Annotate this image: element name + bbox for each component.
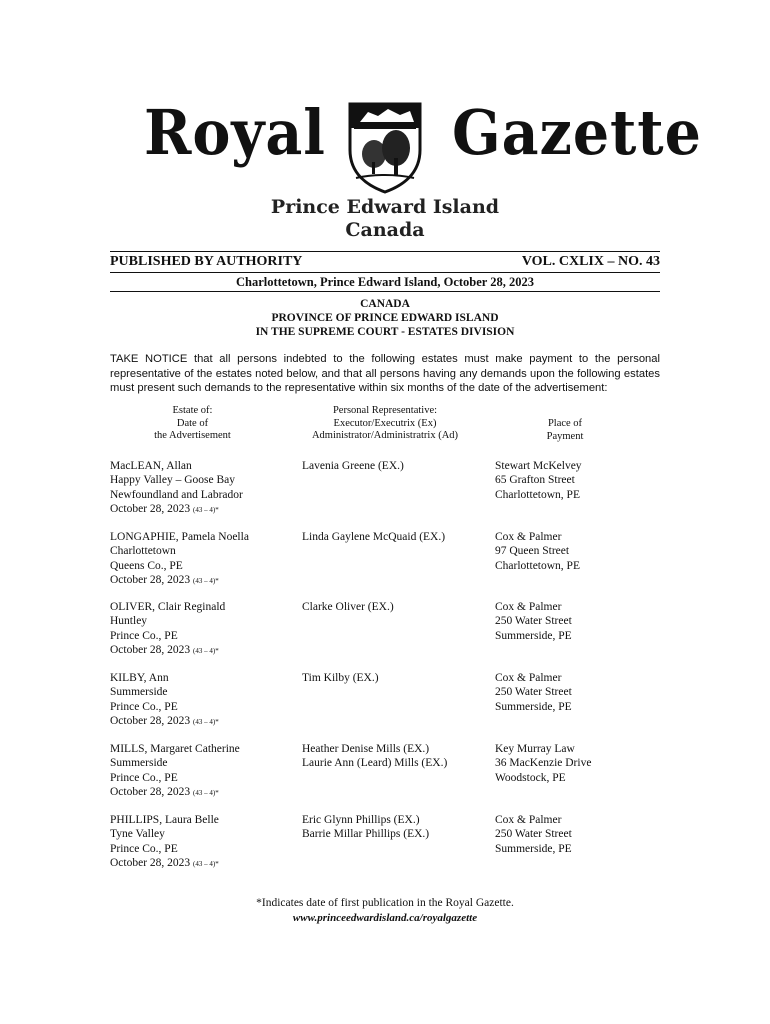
representative-cell: Lavenia Greene (EX.) — [302, 460, 404, 472]
estate-cell: PHILLIPS, Laura Belle Tyne Valley Prince Co., PE October 28, 2023 (43 – 4)* — [110, 814, 219, 869]
estate-cell: MILLS, Margaret Catherine Summerside Prince Co., PE October 28, 2023 (43 – 4)* — [110, 743, 240, 798]
payment-cell: Key Murray Law 36 MacKenzie Drive Woodstock, PE — [495, 743, 592, 784]
representative-cell: Heather Denise Mills (EX.) Laurie Ann (Leard) Mills (EX.) — [302, 743, 448, 770]
dateline: Charlottetown, Prince Edward Island, October 28, 2023 — [235, 275, 535, 289]
court-line-canada: CANADA — [360, 298, 410, 310]
estate-cell: KILBY, Ann Summerside Prince Co., PE October 28, 2023 (43 – 4)* — [110, 672, 219, 727]
payment-cell: Cox & Palmer 250 Water Street Summerside, PE — [495, 672, 572, 713]
payment-cell: Cox & Palmer 250 Water Street Summerside, PE — [495, 814, 572, 855]
column-header-payment: Place of Payment — [546, 418, 584, 442]
notice-paragraph: TAKE NOTICE that all persons indebted to the following estates must make payment to the personal representative of the estates noted below, and that all persons having any demands upon the following estates must present such demands to the representative within six months of the date of the advertisement: — [110, 353, 660, 394]
website-link[interactable]: www.princeedwardisland.ca/royalgazette — [292, 912, 478, 924]
masthead-title-royal: Royal — [144, 96, 326, 169]
top-rule — [110, 251, 660, 252]
masthead-subtitle-province: Prince Edward Island — [270, 196, 500, 218]
masthead — [0, 92, 770, 192]
masthead-title-gazette: Gazette — [452, 96, 702, 169]
representative-cell: Tim Kilby (EX.) — [302, 672, 379, 684]
coat-of-arms-icon — [344, 98, 426, 194]
estate-cell: LONGAPHIE, Pamela Noella Charlottetown Queens Co., PE October 28, 2023 (43 – 4)* — [110, 531, 249, 586]
payment-cell: Stewart McKelvey 65 Grafton Street Charlottetown, PE — [495, 460, 582, 501]
payment-cell: Cox & Palmer 97 Queen Street Charlottetown, PE — [495, 531, 580, 572]
published-by-authority: PUBLISHED BY AUTHORITY — [110, 254, 303, 269]
court-line-province: PROVINCE OF PRINCE EDWARD ISLAND — [271, 312, 499, 324]
representative-cell: Linda Gaylene McQuaid (EX.) — [302, 531, 446, 543]
middle-rule — [110, 272, 660, 273]
estate-cell: OLIVER, Clair Reginald Huntley Prince Co., PE October 28, 2023 (43 – 4)* — [110, 601, 226, 656]
volume-number: VOL. CXLIX – NO. 43 — [521, 254, 660, 269]
footnote: *Indicates date of first publication in the Royal Gazette. — [256, 897, 514, 909]
representative-cell: Clarke Oliver (EX.) — [302, 601, 394, 613]
payment-cell: Cox & Palmer 250 Water Street Summerside, PE — [495, 601, 572, 642]
column-header-representative: Personal Representative: Executor/Executrix (Ex) Administrator/Administratrix (Ad) — [311, 405, 459, 441]
court-line-division: IN THE SUPREME COURT - ESTATES DIVISION — [255, 326, 515, 338]
column-header-estate: Estate of: Date of the Advertisement — [154, 405, 231, 441]
court-heading — [110, 297, 660, 339]
bottom-rule — [110, 291, 660, 292]
estate-cell: MacLEAN, Allan Happy Valley – Goose Bay Newfoundland and Labrador October 28, 2023 (43 – 4)* — [110, 460, 243, 515]
masthead-subtitle-country: Canada — [345, 219, 425, 241]
representative-cell: Eric Glynn Phillips (EX.) Barrie Millar Phillips (EX.) — [302, 814, 430, 841]
